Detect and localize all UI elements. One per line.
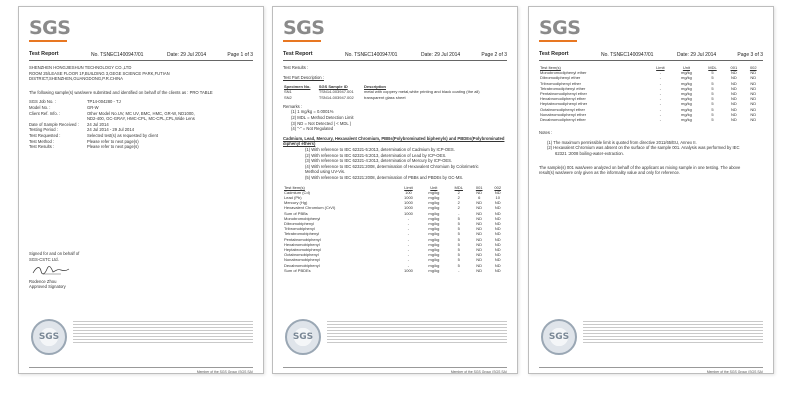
sgs-seal-icon: SGS <box>541 319 577 355</box>
results-table: Test Item(s) Limit Unit MDL 001 002 Monobromodiphenyl ether - mg/kg 5 ND ND Dibromodiphenyl ether - mg/kg 5 ND ND Tribromodiphenyl ether - mg/kg 5 ND ND Tetrabromodiphenyl ether - mg/kg 5 ND ND Pentabromodiphenyl ether - mg/kg 5 ND ND Hexabromodiphenyl ether - mg/kg 5 ND ND Heptabromodiphenyl ether - mg/kg 5 ND ND Octabromodiphenyl ether - mg/kg 5 ND ND Nonabromodiphenyl ether - mg/kg 5 ND ND Decabromodiphenyl ether - mg/kg 5 ND ND <box>539 65 763 122</box>
results-table: Test Item(s) Limit Unit MDL 001 002 Cadmium (Cd) 100 mg/kg 2 ND ND Lead (Pb) 1000 mg/kg 2 6 10 Mercury (Hg) 1000 mg/kg 2 ND ND Hexavalent Chromium (CrVI) 1000 mg/kg 2 ND ND Sum of PBBs 1000 mg/kg - ND ND Monobromobiphenyl - mg/kg 5 ND ND Dibromobiphenyl - mg/kg 5 ND ND Tribromobiphenyl - mg/kg 5 ND ND Tetrabromobiphenyl - mg/kg 5 ND ND Pentabromobiphenyl - mg/kg 5 ND ND Hexabromobiphenyl - mg/kg 5 ND ND Heptabromobiphenyl - mg/kg 5 ND ND Octabromobiphenyl - mg/kg 5 ND ND Nonabromobiphenyl - mg/kg 5 ND ND Decabromobiphenyl - mg/kg 5 ND ND Sum of PBDEs 1000 mg/kg - ND ND <box>283 185 507 273</box>
signed-for-line: SGS-CSTC Ltd. <box>29 256 59 262</box>
field-row: Model No. : GR-W <box>29 104 99 110</box>
logo-underline <box>29 40 67 42</box>
footer-member-text: Member of the SGS Group (SGS SA) <box>706 370 763 374</box>
field-row: Client Ref. Info. : Other Model No.UV, MC UV, BMC, HMC, GR-W, ND1000, <box>29 110 195 116</box>
page-footer <box>539 367 763 374</box>
report-number: No. TSNEC1400947/01 <box>91 52 144 58</box>
signatory-name: Rodence Zhou <box>29 278 57 284</box>
field-row: SGS Job No. : TP14-004280 - TJ <box>29 99 121 105</box>
field-row: Test Results : Please refer to next page(s) <box>29 144 139 150</box>
applicant-line: ROOM 25/LEASE FLOOR 1F,BUILDING 3,GEGE SCIENCE PARK,FUTIAN <box>29 70 170 76</box>
applicant-line: DISTRICT,SHENZHEN,GUANGDONG,P.R.CHINA <box>29 76 123 82</box>
table-row: Dibromodiphenyl ether - mg/kg 5 ND ND <box>540 75 757 81</box>
report-body <box>29 65 253 150</box>
table-row: Nonabromobiphenyl - mg/kg 5 ND ND <box>284 257 501 263</box>
logo-underline <box>539 40 577 42</box>
report-number: No. TSNEC1400947/01 <box>345 52 398 58</box>
table-row: Octabromobiphenyl - mg/kg 5 ND ND <box>284 252 501 258</box>
table-row: Heptabromodiphenyl ether - mg/kg 5 ND ND <box>540 101 757 107</box>
header-divider <box>539 60 763 61</box>
seal-area <box>283 319 507 359</box>
notes-list: (1) The maximum permissible limit is quoted from directive 2011/65/EU, Annex II. (2) Hexavalent Chromium was absent on the surface of the sample 001. Analysis was performed by IEC 62321 :2008 boiling-water-extraction. <box>547 139 740 157</box>
table-row: Hexabromobiphenyl - mg/kg 5 ND ND <box>284 241 501 247</box>
table-row: Monobromodiphenyl ether - mg/kg 5 ND ND <box>540 70 757 76</box>
header-divider <box>29 60 253 61</box>
part-description-label: Test Part Description : <box>283 74 324 80</box>
section-title: Cadmium, Lead, Mercury, Hexavalent Chromium, PBBs(Polybrominated biphenyls) and PBDEs(Polybrominated diphenyl ethers) <box>283 135 505 147</box>
signature-image <box>31 264 71 276</box>
notes-label: Notes : <box>539 130 553 136</box>
header-divider <box>283 60 507 61</box>
table-row: Cadmium (Cd) 100 mg/kg 2 ND ND <box>284 189 501 195</box>
table-row: Tribromodiphenyl ether - mg/kg 5 ND ND <box>540 80 757 86</box>
footer-member-text: Member of the SGS Group (SGS SA) <box>450 370 507 374</box>
table-row: Nonabromodiphenyl ether - mg/kg 5 ND ND <box>540 111 757 117</box>
sgs-seal-icon: SGS <box>285 319 321 355</box>
sgs-logo: SGS <box>283 17 325 39</box>
field-row: ND2-400, GC-GRAY, HMC-CPL, MC-CPL,CPL,Wide Lens <box>87 116 195 122</box>
report-number: No. TSNEC1400947/01 <box>601 52 654 58</box>
test-results-label: Test Results : <box>283 65 309 70</box>
report-date: Date: 29 Jul 2014 <box>421 52 461 58</box>
footer-member-text: Member of the SGS Group (SGS SA) <box>196 370 253 374</box>
logo-underline <box>283 40 321 42</box>
field-row: Test Requested : Selected test(s) as requested by client <box>29 132 158 138</box>
table-row: Sum of PBDEs 1000 mg/kg - ND ND <box>284 267 501 273</box>
remarks-list: (1) 1 mg/kg = 0.0001% (2) MDL = Method Detection Limit (3) ND = Not Detected ( < MDL ) (4) "-" = Not Regulated <box>291 109 354 132</box>
table-row: Octabromodiphenyl ether - mg/kg 5 ND ND <box>540 106 757 112</box>
report-body <box>283 65 507 273</box>
table-row: Hexabromodiphenyl ether - mg/kg 5 ND ND <box>540 96 757 102</box>
table-row: Decabromobiphenyl - mg/kg 5 ND ND <box>284 262 501 268</box>
report-title: Test Report <box>283 51 313 57</box>
table-row: Heptabromobiphenyl - mg/kg 5 ND ND <box>284 246 501 252</box>
report-title: Test Report <box>29 51 59 57</box>
table-row: Sum of PBBs 1000 mg/kg - ND ND <box>284 210 501 216</box>
field-row: Testing Period : 24 Jul 2014 - 29 Jul 2014 <box>29 127 135 133</box>
table-row: Decabromodiphenyl ether - mg/kg 5 ND ND <box>540 117 757 123</box>
table-row: SN1 TSN14-003947.001 metal with coppery metal,white printing and black coating (the all) <box>284 89 480 95</box>
table-row: Tetrabromodiphenyl ether - mg/kg 5 ND ND <box>540 85 757 91</box>
field-row: Date of Sample Received : 24 Jul 2014 <box>29 121 109 127</box>
specimen-table: Specimen No. SGS Sample ID Description SN1 TSN14-003947.001 metal with coppery metal,white printing and black coating (the all) SN2 TSN14-003947.002 transparent glass sheet <box>283 84 507 100</box>
page-number: Page 3 of 3 <box>737 52 763 58</box>
signatory-title: Approved Signatory <box>29 284 66 290</box>
page-number: Page 2 of 3 <box>481 52 507 58</box>
page-footer <box>283 367 507 374</box>
page-number: Page 1 of 3 <box>227 52 253 58</box>
table-row: Pentabromobiphenyl - mg/kg 5 ND ND <box>284 236 501 242</box>
fine-print <box>73 321 253 345</box>
report-title: Test Report <box>539 51 569 57</box>
test-method-list: (1) With reference to IEC 62321-5:2013, determination of Cadmium by ICP-OES. (2) With reference to IEC 62321-5:2013, determination of Lead by ICP-OES. (3) With reference to IEC 62321-4:2013, determination of Mercury by ICP-OES. (4) With reference to IEC 62321:2008, determination of Hexavalent Chromium by Colorimetric Method using UV-Vis. (5) With reference to IEC 62321:2008, determination of PBBs and PBDEs by GC-MS. <box>305 146 479 180</box>
intro-text: The following sample(s) was/were submitted and identified on behalf of the clients as : PRO TABLE <box>29 89 213 95</box>
table-row: Tribromobiphenyl - mg/kg 5 ND ND <box>284 226 501 232</box>
remarks-label: Remarks : <box>283 103 303 109</box>
applicant-line: SHENZHEN HONGJIESHUN TECHNOLOGY CO.,LTD <box>29 65 132 70</box>
fine-print <box>583 321 763 345</box>
sgs-seal-icon: SGS <box>31 319 67 355</box>
sgs-logo: SGS <box>539 17 581 39</box>
table-row: Lead (Pb) 1000 mg/kg 2 6 10 <box>284 194 500 200</box>
report-body <box>539 65 763 176</box>
table-row: Mercury (Hg) 1000 mg/kg 2 ND ND <box>284 200 501 206</box>
table-row: Hexavalent Chromium (CrVI) 1000 mg/kg 2 ND ND <box>284 205 501 211</box>
table-row: Monobromobiphenyl - mg/kg 5 ND ND <box>284 215 501 221</box>
report-page-3 <box>528 6 774 374</box>
table-row: Tetrabromobiphenyl - mg/kg 5 ND ND <box>284 231 501 237</box>
page-footer <box>29 367 253 374</box>
report-date: Date: 29 Jul 2014 <box>677 52 717 58</box>
table-row: Dibromobiphenyl - mg/kg 5 ND ND <box>284 220 501 226</box>
fine-print <box>327 321 507 345</box>
sgs-logo: SGS <box>29 17 71 39</box>
seal-area <box>539 319 763 359</box>
closing-text: The sample(s) 001 was/were analyzed on behalf of the applicant as mixing sample in one testing. The above result(s) was/were only given as the informality value and only for reference. <box>539 164 741 176</box>
signature-block <box>29 251 253 290</box>
field-row: Test Method : Please refer to next page(s) <box>29 138 139 144</box>
table-row: Pentabromodiphenyl ether - mg/kg 5 ND ND <box>540 91 757 97</box>
seal-area <box>29 319 253 359</box>
report-date: Date: 29 Jul 2014 <box>167 52 207 58</box>
report-page-1 <box>18 6 264 374</box>
table-row: SN2 TSN14-003947.002 transparent glass sheet <box>284 94 406 100</box>
signed-for-line: Signed for and on behalf of <box>29 251 80 256</box>
report-page-2 <box>272 6 518 374</box>
